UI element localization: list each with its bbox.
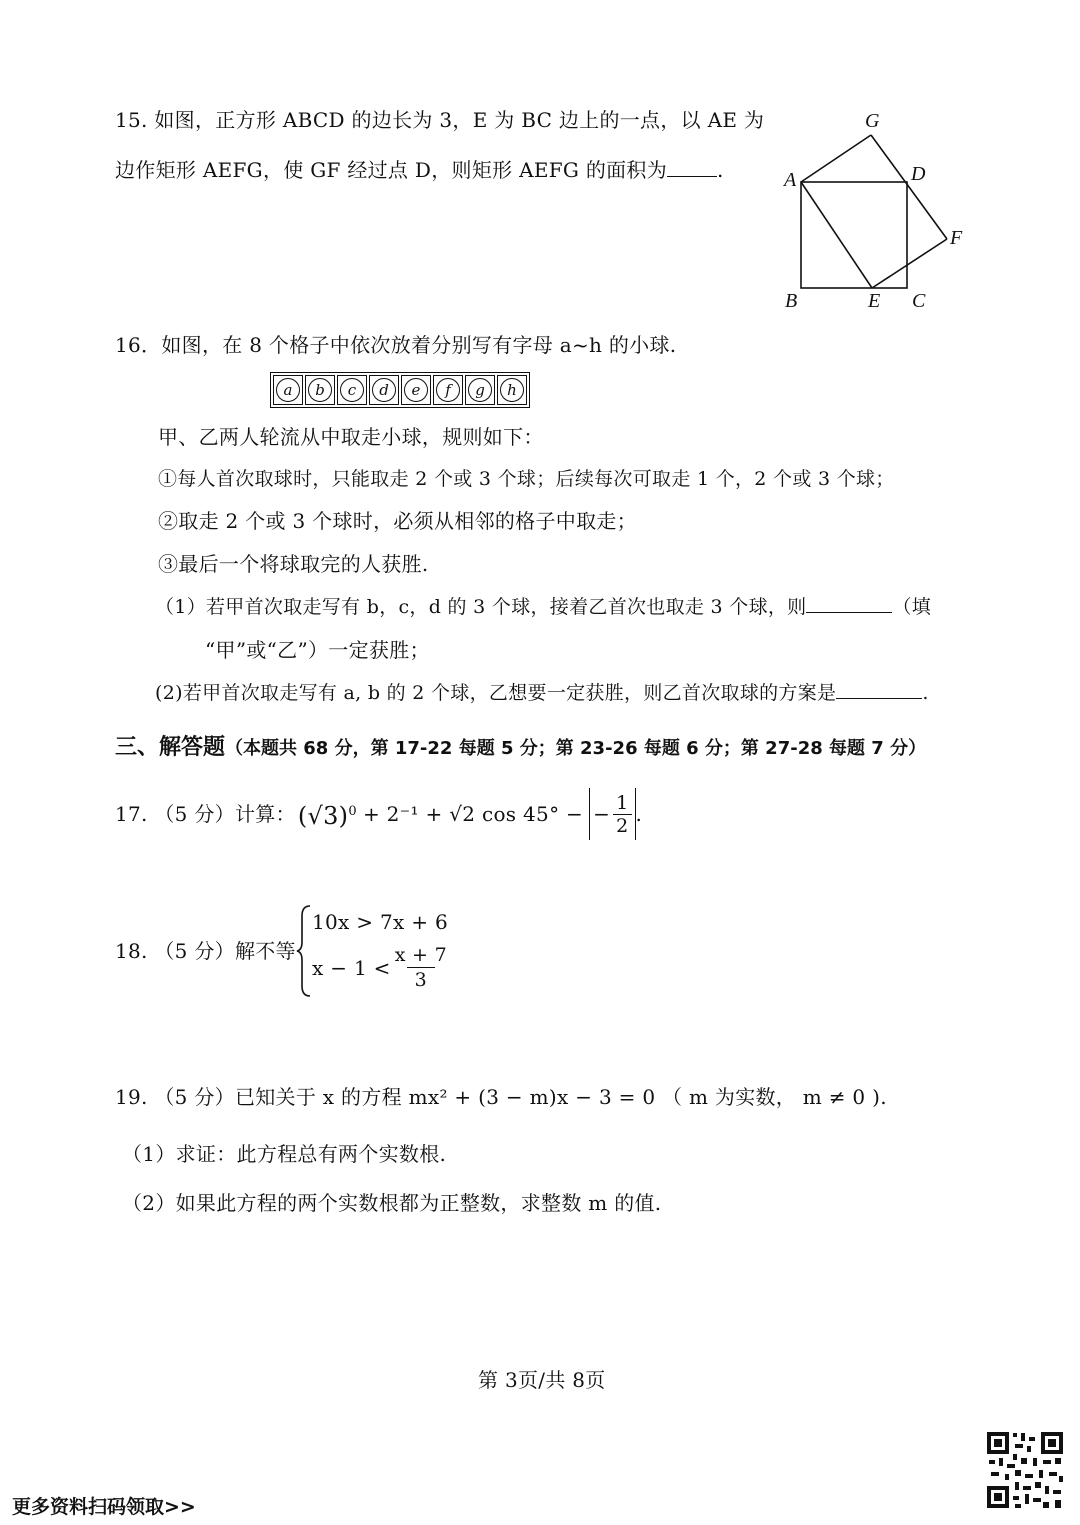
label-b: B	[785, 290, 798, 312]
q16-part2-blank	[836, 680, 922, 699]
section3-title: 三、解答题	[115, 735, 226, 760]
grid-cell	[433, 375, 463, 405]
square-abcd	[801, 182, 907, 288]
grid-cell	[401, 375, 431, 405]
ball-f: f	[436, 378, 460, 402]
q16-rule3: ③最后一个将球取完的人获胜.	[158, 552, 429, 576]
q17-abs-value	[589, 788, 635, 840]
q18-label: 18. （5 分）解不等	[115, 939, 296, 963]
q15-line2-text: 边作矩形 AEFG，使 GF 经过点 D，则矩形 AEFG 的面积为	[115, 158, 668, 182]
q17-frac-den: 2	[613, 814, 631, 837]
q18-ineq2	[312, 943, 447, 992]
q18-brace	[296, 904, 312, 998]
q17	[115, 788, 642, 840]
q16-intro: 16．如图，在 8 个格子中依次放着分别写有字母 a~h 的小球.	[115, 333, 677, 357]
label-d: D	[911, 163, 926, 185]
segment-gf	[871, 135, 947, 239]
q16-part1-blank	[806, 594, 892, 613]
q18-frac-num: x + 7	[394, 944, 448, 966]
q18-ineq2-left: x − 1 <	[312, 955, 391, 980]
label-a: A	[784, 169, 797, 191]
ball-a: a	[276, 378, 300, 402]
segment-fe	[872, 239, 947, 288]
q17-frac-num: 1	[616, 791, 629, 814]
q16-part1-line2: “甲”或“乙”）一定获胜；	[205, 638, 430, 662]
grid-cell	[497, 375, 527, 405]
ball-b: b	[308, 378, 332, 402]
page-number: 第 3页/共 8页	[478, 1368, 606, 1392]
section3-heading	[115, 730, 926, 761]
ball-c: c	[340, 378, 364, 402]
ball-grid	[270, 372, 530, 408]
ball-g: g	[468, 378, 492, 402]
q18-fraction	[395, 943, 447, 992]
grid-cell	[337, 375, 367, 405]
q16-part1	[155, 593, 931, 621]
q16-part1-text: （1）若甲首次取走写有 b，c，d 的 3 个球，接着乙首次也取走 3 个球，则	[155, 596, 807, 618]
segment-ae	[801, 182, 872, 288]
q15-line2	[115, 156, 724, 184]
q19-label: 19. （5 分）已知关于 x 的方程 mx² + (3 − m)x − 3 = 0 （ m 为实数， m ≠ 0 ).	[115, 1085, 887, 1109]
q16-part2-end: .	[922, 682, 929, 704]
q16-part2-text: (2)若甲首次取走写有 a, b 的 2 个球，乙想要一定获胜，则乙首次取球的方案是	[155, 682, 837, 704]
grid-cell	[305, 375, 335, 405]
ball-h: h	[500, 378, 524, 402]
q16-part2	[155, 679, 929, 707]
more-resources-note: 更多资料扫码领取>>	[12, 1496, 196, 1518]
q17-fraction	[613, 792, 631, 837]
q18-frac-den: 3	[407, 967, 435, 992]
ball-d: d	[372, 378, 396, 402]
grid-cell	[273, 375, 303, 405]
segment-ag	[801, 135, 871, 182]
q15-answer-blank	[667, 158, 717, 177]
q17-minus: −	[593, 802, 611, 826]
q17-sqrt3-paren: $(√3)^0$	[297, 802, 357, 830]
ball-e: e	[404, 378, 428, 402]
q16-rules-intro: 甲、乙两人轮流从中取走小球，规则如下：	[158, 425, 544, 449]
q16-part1-fill-note: （填	[892, 596, 932, 618]
q17-end: .	[635, 802, 643, 826]
q17-label: 17. （5 分）计算：	[115, 802, 296, 826]
q16-rule2: ②取走 2 个或 3 个球时，必须从相邻的格子中取走；	[158, 509, 637, 533]
q15-figure	[775, 100, 975, 320]
q18-ineq1: 10x > 7x + 6	[312, 910, 449, 934]
label-c: C	[912, 290, 926, 312]
label-g: G	[865, 110, 880, 132]
q15-line2-end: .	[717, 158, 724, 182]
grid-cell	[369, 375, 399, 405]
label-f: F	[950, 227, 963, 249]
q15-line1: 15. 如图，正方形 ABCD 的边长为 3，E 为 BC 边上的一点，以 AE 为	[115, 108, 765, 132]
q16-rule1: ①每人首次取球时，只能取走 2 个或 3 个球；后续每次可取走 1 个，2 个或 3 个球；	[158, 468, 895, 490]
label-e: E	[868, 290, 881, 312]
q19-part1: （1）求证：此方程总有两个实数根.	[122, 1142, 447, 1166]
grid-cell	[465, 375, 495, 405]
q19-part2: （2）如果此方程的两个实数根都为正整数，求整数 m 的值.	[122, 1191, 662, 1215]
section3-subtitle: （本题共 68 分，第 17-22 每题 5 分；第 23-26 每题 6 分；第 27-28 每题 7 分）	[225, 738, 927, 759]
q17-expression: + 2⁻¹ + √2 cos 45° −	[362, 802, 584, 826]
qr-code	[985, 1430, 1065, 1510]
